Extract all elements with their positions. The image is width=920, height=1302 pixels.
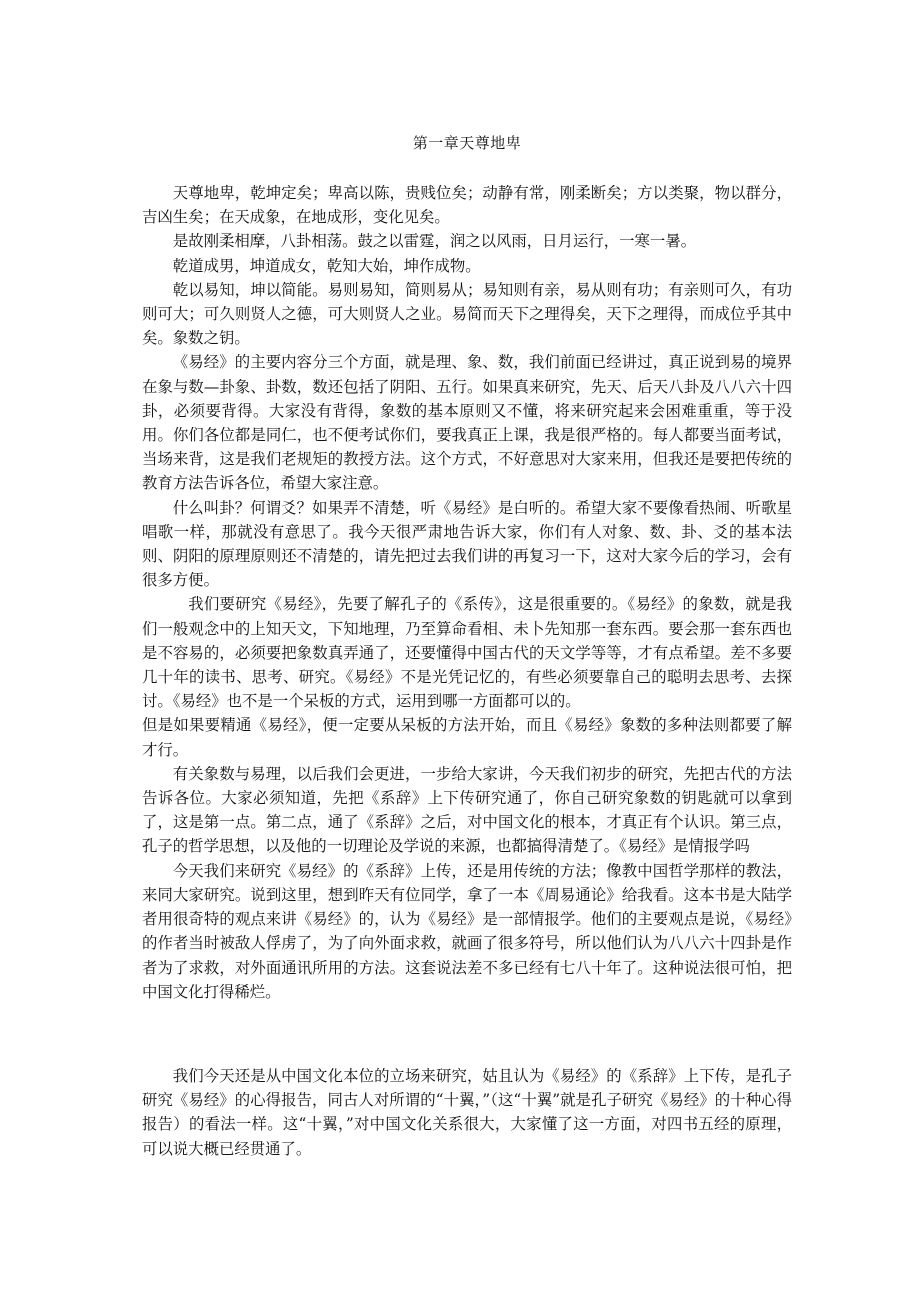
paragraph: 但是如果要精通《易经》，便一定要从呆板的方法开始，而且《易经》象数的多种法则都要了解才行。 bbox=[142, 716, 792, 759]
paragraph: 是故刚柔相摩，八卦相荡。鼓之以雷霆，润之以风雨，日月运行，一寒一暑。 bbox=[172, 232, 697, 251]
paragraph: 有关象数与易理，以后我们会更进，一步给大家讲，今天我们初步的研究，先把古代的方法告诉各位。大家必须知道，先把《系辞》上下传研究通了，你自己研究象数的钥匙就可以拿到了，这是第一点。第二点，通了《系辞》之后，对中国文化的根本，才真正有个认识。第三点，孔子的哲学思想，以及他的一切理论及学说的来源，也都搞得清楚了。《易经》是情报学吗 bbox=[142, 764, 792, 856]
paragraph: 《易经》的主要内容分三个方面，就是理、象、数，我们前面已经讲过，真正说到易的境界在象与数—卦象、卦数，数还包括了阴阳、五行。如果真来研究，先天、后天八卦及八八六十四卦，必须要背得。大家没有背得，象数的基本原则又不懂，将来研究起来会困难重重，等于没用。你们各位都是同仁，也不便考试你们，要我真正上课，我是很严格的。每人都要当面考试，当场来背，这是我们老规矩的教授方法。这个方式，不好意思对大家来用，但我还是要把传统的教育方法告诉各位，希望大家注意。 bbox=[142, 353, 792, 493]
section-gap bbox=[142, 1004, 792, 1064]
paragraph: 天尊地卑，乾坤定矣；卑高以陈，贵贱位矣；动静有常，刚柔断矣；方以类聚，物以群分，吉凶生矣；在天成象，在地成形，变化见矣。 bbox=[142, 184, 792, 227]
paragraph: 乾道成男，坤道成女，乾知大始，坤作成物。 bbox=[172, 256, 481, 275]
paragraph: 我们要研究《易经》，先要了解孔子的《系传》，这是很重要的。《易经》的象数，就是我们一般观念中的上知天文，下知地理，乃至算命看相、未卜先知那一套东西。要会那一套东西也是不容易的，必须要把象数真弄通了，还要懂得中国古代的天文学等等，才有点希望。差不多要几十年的读书、思考、研究。《易经》不是光凭记忆的，有些必须要靠自己的聪明去思考、去探讨。《易经》也不是一个呆板的方式，运用到哪一方面都可以的。 bbox=[142, 595, 792, 711]
paragraph: 什么叫卦？何谓爻？如果弄不清楚，听《易经》是白听的。希望大家不要像看热闹、听歌星唱歌一样，那就没有意思了。我今天很严肃地告诉大家，你们有人对象、数、卦、爻的基本法则、阴阳的原理原则还不清楚的，请先把过去我们讲的再复习一下，这对大家今后的学习，会有很多方便。 bbox=[142, 498, 792, 590]
paragraph: 乾以易知，坤以简能。易则易知，简则易从；易知则有亲，易从则有功；有亲则可久，有功则可大；可久则贤人之德，可大则贤人之业。易简而天下之理得矣，天下之理得，而成位乎其中矣。象数之钥。 bbox=[142, 280, 792, 348]
paragraph: 我们今天还是从中国文化本位的立场来研究，姑且认为《易经》的《系辞》上下传，是孔子研究《易经》的心得报告，同古人对所谓的“十翼，”（这“十翼”就是孔子研究《易经》的十种心得报告）的看法一样。这“十翼，”对中国文化关系很大，大家懂了这一方面，对四书五经的原理，可以说大概已经贯通了。 bbox=[142, 1066, 792, 1158]
chapter-title: 第一章天尊地卑 bbox=[412, 134, 522, 152]
paragraph: 今天我们来研究《易经》的《系辞》上传，还是用传统的方法；像教中国哲学那样的教法，来同大家研究。说到这里，想到昨天有位同学，拿了一本《周易通论》给我看。这本书是大陆学者用很奇特的观点来讲《易经》的，认为《易经》是一部情报学。他们的主要观点是说，《易经》的作者当时被敌人俘虏了，为了向外面求救，就画了很多符号，所以他们认为八八六十四卦是作者为了求救，对外面通讯所用的方法。这套说法差不多已经有七八十年了。这种说法很可怕，把中国文化打得稀烂。 bbox=[142, 861, 792, 1001]
document-page bbox=[142, 132, 792, 1161]
